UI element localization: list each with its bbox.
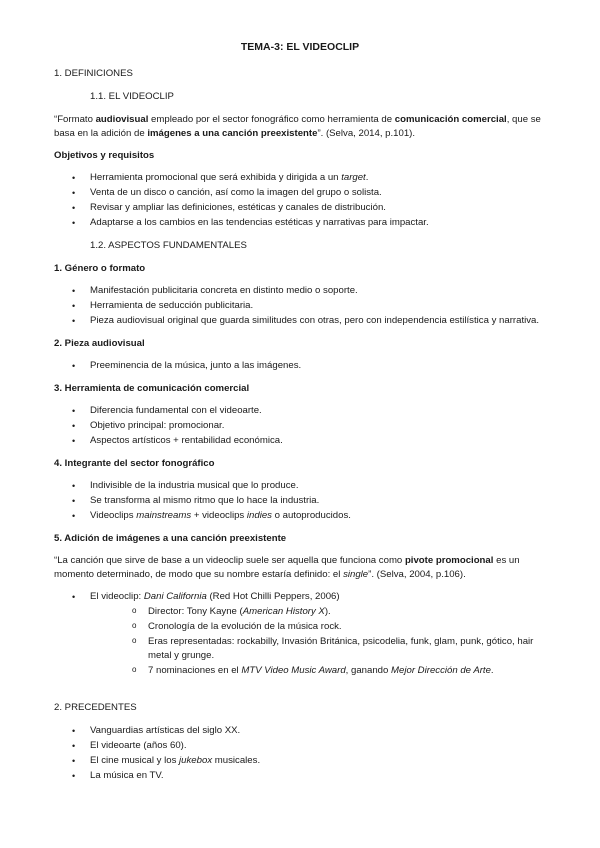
definition-quote: “Formato audiovisual empleado por el sector fonográfico como herramienta de comunicación comercial, que se basa en la adición de imágenes a una canción preexistente”. (Selva, 2014, p.101). bbox=[54, 114, 541, 139]
list-item: • Venta de un disco o canción, así como la imagen del grupo o solista. bbox=[54, 186, 546, 200]
integrante-list bbox=[54, 479, 546, 523]
list-item: • Manifestación publicitaria concreta en distinto medio o soporte. bbox=[54, 284, 546, 298]
objetivos-list bbox=[54, 171, 546, 230]
document-page bbox=[54, 40, 546, 792]
ejemplo-sublist bbox=[90, 605, 546, 678]
document-title: TEMA-3: EL VIDEOCLIP bbox=[240, 41, 360, 53]
list-item: • Videoclips mainstreams + videoclips indies o autoproducidos. bbox=[54, 509, 546, 523]
list-item: • Indivisible de la industria musical que lo produce. bbox=[54, 479, 546, 493]
section-precedentes-heading: 2. PRECEDENTES bbox=[54, 702, 137, 713]
list-item: • Revisar y ampliar las definiciones, estéticas y canales de distribución. bbox=[54, 201, 546, 215]
spacer bbox=[54, 687, 546, 701]
pivote-quote: “La canción que sirve de base a un videoclip suele ser aquella que funciona como pivote promocional es un momento determinado, de modo que su nombre estaría definido: el single”. (Selva, 2004, p.106). bbox=[54, 555, 520, 580]
sublist-item: o Eras representadas: rockabilly, Invasión Británica, psicodelia, funk, glam, punk, gótico, hair metal y grunge. bbox=[90, 635, 546, 663]
subsection-videoclip-heading: 1.1. EL VIDEOCLIP bbox=[90, 91, 174, 102]
aspecto-pieza-heading: 2. Pieza audiovisual bbox=[54, 338, 145, 349]
list-item: • Herramienta de seducción publicitaria. bbox=[54, 299, 546, 313]
list-item: • Pieza audiovisual original que guarda similitudes con otras, pero con independencia estilística y narrativa. bbox=[54, 314, 546, 328]
ejemplo-list bbox=[54, 590, 546, 678]
sublist-item: o 7 nominaciones en el MTV Video Music Award, ganando Mejor Dirección de Arte. bbox=[90, 664, 546, 678]
genero-list bbox=[54, 284, 546, 328]
aspecto-genero-heading: 1. Género o formato bbox=[54, 263, 146, 274]
herramienta-list bbox=[54, 404, 546, 448]
aspecto-integrante-heading: 4. Integrante del sector fonográfico bbox=[54, 458, 215, 469]
aspecto-herramienta-heading: 3. Herramienta de comunicación comercial bbox=[54, 383, 250, 394]
list-item: • Vanguardias artísticas del siglo XX. bbox=[54, 724, 546, 738]
list-item: • Herramienta promocional que será exhibida y dirigida a un target. bbox=[54, 171, 546, 185]
list-item: • Objetivo principal: promocionar. bbox=[54, 419, 546, 433]
subsection-aspectos-heading: 1.2. ASPECTOS FUNDAMENTALES bbox=[90, 240, 247, 251]
list-item: • La música en TV. bbox=[54, 769, 546, 783]
list-item: • Diferencia fundamental con el videoarte. bbox=[54, 404, 546, 418]
list-item: • Preeminencia de la música, junto a las imágenes. bbox=[54, 359, 546, 373]
objetivos-heading: Objetivos y requisitos bbox=[54, 150, 155, 161]
list-item: • El videoclip: Dani California (Red Hot Chilli Peppers, 2006) o Director: Tony Kayne (American History X). o Cronología de la evolución de la música rock. o Eras representadas: rockabilly, Invasión Británica, psicodelia, funk, glam, punk, gótico, hair metal y grunge. o 7 nominaciones en el MTV Video Music Award, ganando Mejor Dirección de Arte. bbox=[54, 590, 546, 678]
aspecto-adicion-heading: 5. Adición de imágenes a una canción preexistente bbox=[54, 533, 287, 544]
list-item: • Adaptarse a los cambios en las tendencias estéticas y narrativas para impactar. bbox=[54, 216, 546, 230]
pieza-list bbox=[54, 359, 546, 373]
list-item: • El cine musical y los jukebox musicales. bbox=[54, 754, 546, 768]
precedentes-list bbox=[54, 724, 546, 783]
list-item: • El videoarte (años 60). bbox=[54, 739, 546, 753]
sublist-item: o Director: Tony Kayne (American History X). bbox=[90, 605, 546, 619]
list-item: • Se transforma al mismo ritmo que lo hace la industria. bbox=[54, 494, 546, 508]
section-definiciones-heading: 1. DEFINICIONES bbox=[54, 68, 133, 79]
list-item: • Aspectos artísticos + rentabilidad económica. bbox=[54, 434, 546, 448]
sublist-item: o Cronología de la evolución de la música rock. bbox=[90, 620, 546, 634]
